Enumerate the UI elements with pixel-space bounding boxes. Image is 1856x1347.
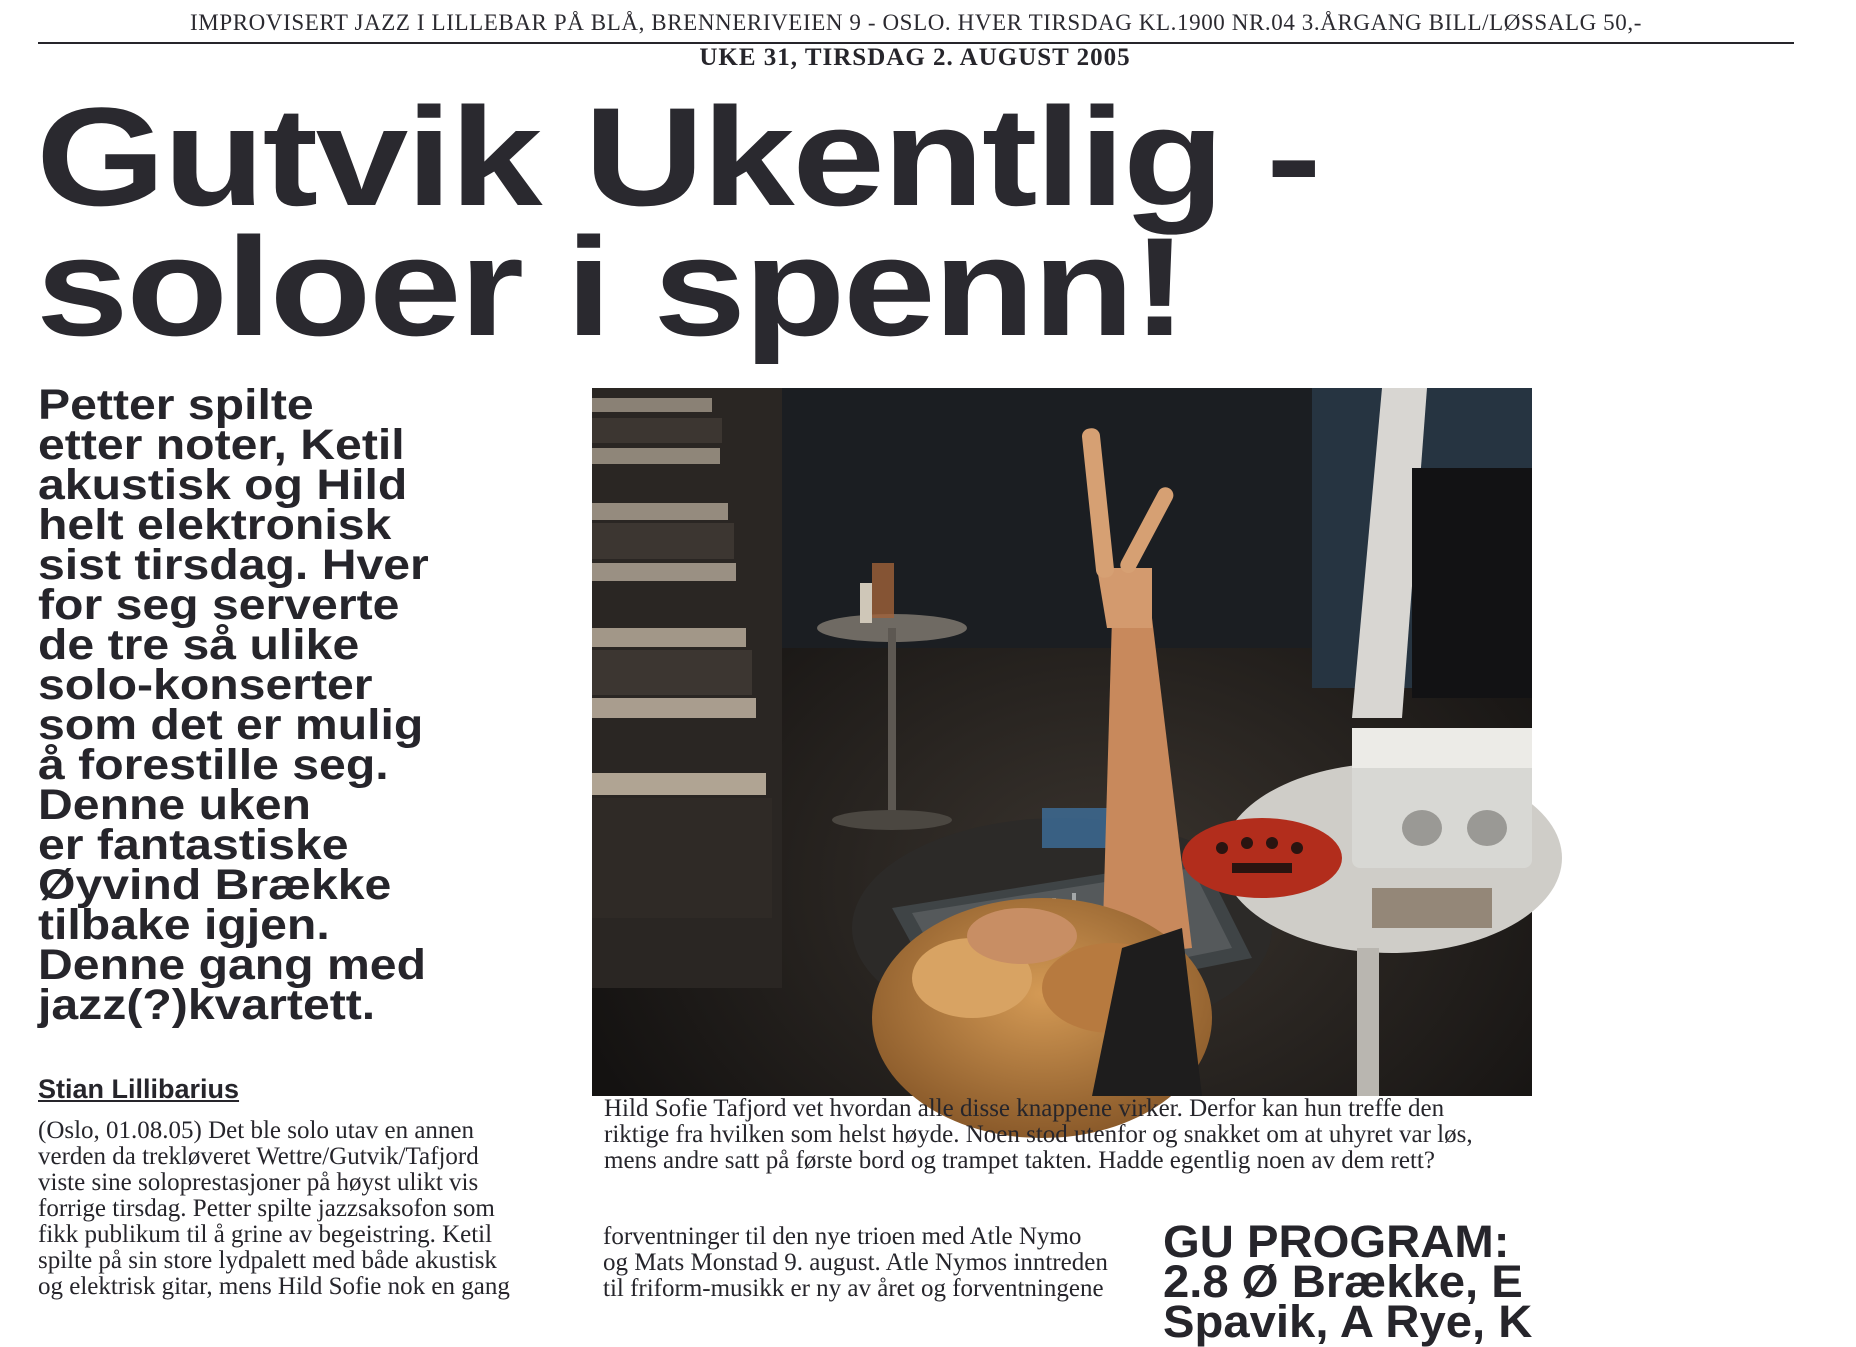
lede-line: tilbake igjen.: [38, 901, 330, 949]
lede: [38, 381, 598, 1029]
lede-line: akustisk og Hild: [38, 461, 408, 509]
lede-line: som det er mulig: [38, 701, 424, 749]
lede-line: er fantastiske: [38, 821, 349, 869]
program-line: Spavik, A Rye, K: [1163, 1296, 1533, 1347]
caption-line: Hild Sofie Tafjord vet hvordan alle disse knappene virker. Derfor kan hun treffe den: [604, 1095, 1445, 1122]
lede-line: Denne gang med: [38, 941, 427, 989]
lede-line: å forestille seg.: [38, 741, 389, 789]
caption-line: riktige fra hvilken som helst høyde. Noen stod utenfor og snakket om at uhyret var løs,: [604, 1121, 1473, 1148]
lede-line: Øyvind Brække: [38, 861, 392, 909]
lede-line: Petter spilte: [38, 381, 314, 429]
body-line: forrige tirsdag. Petter spilte jazzsaksofon som: [38, 1195, 495, 1222]
body-line: og elektrisk gitar, mens Hild Sofie nok en gang: [38, 1273, 510, 1300]
caption-line: mens andre satt på første bord og trampet takten. Hadde egentlig noen av dem rett?: [604, 1147, 1435, 1174]
lede-line: jazz(?)kvartett.: [38, 981, 376, 1029]
body-line: til friform-musikk er ny av året og forventningene: [603, 1275, 1104, 1302]
headline-line-1: Gutvik Ukentlig -: [36, 78, 1320, 235]
program-line: 2.8 Ø Brække, E: [1163, 1256, 1523, 1307]
body-line: viste sine soloprestasjoner på høyst ulikt vis: [38, 1169, 479, 1196]
body-line: forventninger til den nye trioen med Atle Nymo: [603, 1223, 1082, 1250]
lede-line: etter noter, Ketil: [38, 421, 405, 469]
lede-line: for seg serverte: [38, 581, 400, 629]
program-title: GU PROGRAM:: [1163, 1216, 1510, 1267]
lede-line: Denne uken: [38, 781, 311, 829]
article-column-2: [603, 1224, 1123, 1302]
body-line: spilte på sin store lydpalett med både akustisk: [38, 1247, 497, 1274]
program-box: [1163, 1216, 1823, 1347]
masthead: IMPROVISERT JAZZ I LILLEBAR PÅ BLÅ, BRENNERIVEIEN 9 - OSLO. HVER TIRSDAG KL.1900 NR.04 3.ÅRGANG BILL/LØSSALG 50,-: [38, 8, 1794, 44]
body-line: og Mats Monstad 9. august. Atle Nymos inntreden: [603, 1249, 1108, 1276]
lede-line: solo-konserter: [38, 661, 373, 709]
concert-photo: [592, 388, 1532, 1096]
lede-line: sist tirsdag. Hver: [38, 541, 429, 589]
body-line: fikk publikum til å grine av begeistring. Ketil: [38, 1221, 493, 1248]
headline-line-2: soloer i spenn!: [36, 208, 1186, 365]
lede-line: helt elektronisk: [38, 501, 392, 549]
photo-illustration: [592, 388, 1532, 1096]
article-column-1: [38, 1118, 558, 1300]
lede-line: de tre så ulike: [38, 621, 360, 669]
dateline: UKE 31, TIRSDAG 2. AUGUST 2005: [699, 44, 1131, 71]
staircase: [592, 388, 782, 988]
body-line: (Oslo, 01.08.05) Det ble solo utav en annen: [38, 1117, 475, 1144]
body-line: verden da trekløveret Wettre/Gutvik/Tafjord: [38, 1143, 479, 1170]
byline: Stian Lillibarius: [38, 1074, 240, 1104]
photo-caption: [604, 1096, 1534, 1174]
